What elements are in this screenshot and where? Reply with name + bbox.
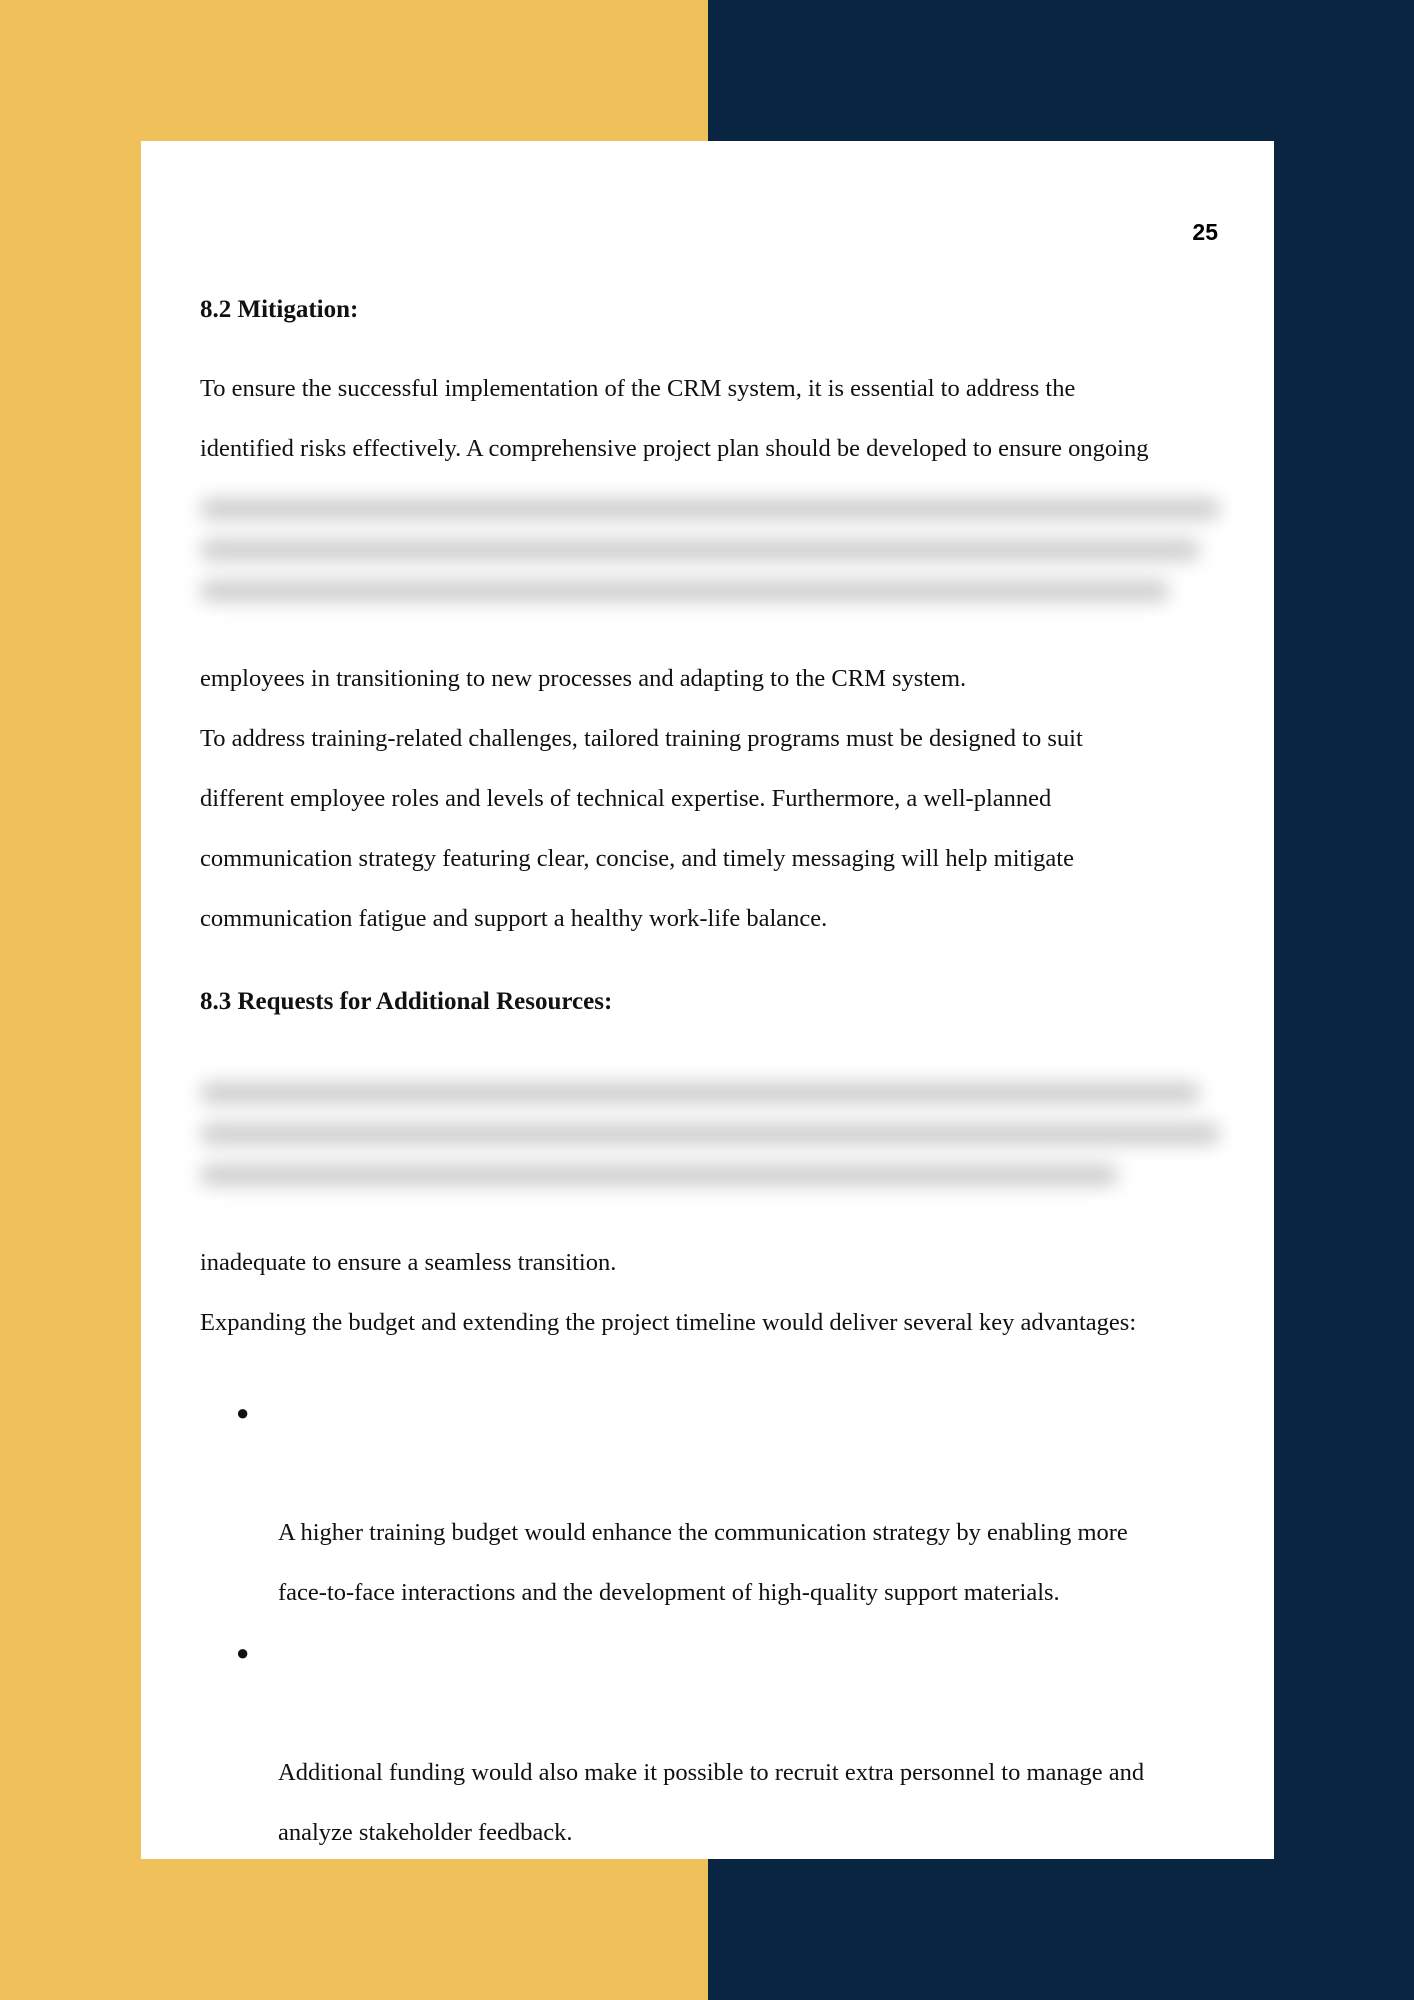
page-number: 25 <box>1192 219 1218 245</box>
bullet-icon: ● <box>236 1400 250 1425</box>
list-item <box>200 1623 1220 1863</box>
resources-paragraph-advantages: Expanding the budget and extending the project timeline would deliver several key advantages: <box>200 1309 1137 1336</box>
mitigation-paragraph-start: To ensure the successful implementation of the CRM system, it is essential to address the identified risks effectively. A comprehensive project plan should be developed to ensure ongoing <box>200 375 1149 462</box>
redacted-blurred-text <box>200 1063 1220 1233</box>
advantages-list <box>200 1383 1220 1863</box>
list-item-text: A higher training budget would enhance the communication strategy by enabling more face-to-face interactions and the development of high-quality support materials. <box>278 1519 1128 1606</box>
resources-paragraph-end: inadequate to ensure a seamless transition. <box>200 1249 617 1276</box>
section-heading-resources: 8.3 Requests for Additional Resources: <box>200 988 613 1015</box>
section-heading-mitigation: 8.2 Mitigation: <box>200 296 359 323</box>
bullet-icon: ● <box>236 1640 250 1665</box>
mitigation-paragraph-training: To address training-related challenges, tailored training programs must be designed to suit different employee roles and levels of technical expertise. Furthermore, a well-planned communication strategy featuring clear, concise, and timely messaging will help mitigate communication fatigue and support a healthy work-life balance. <box>200 725 1083 932</box>
redacted-blurred-text <box>200 479 1220 649</box>
list-item-text: Additional funding would also make it possible to recruit extra personnel to manage and analyze stakeholder feedback. <box>278 1759 1145 1846</box>
document-page <box>141 141 1274 1859</box>
page-content <box>200 295 1220 1863</box>
mitigation-paragraph-end: employees in transitioning to new processes and adapting to the CRM system. <box>200 665 967 692</box>
list-item <box>200 1383 1220 1623</box>
